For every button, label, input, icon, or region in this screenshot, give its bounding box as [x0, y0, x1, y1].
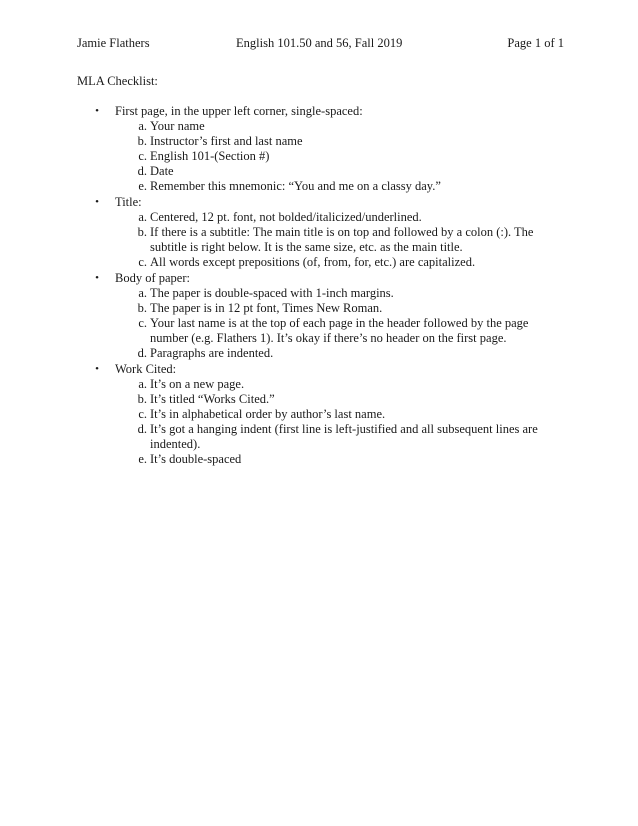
- list-item-text: Your name: [150, 119, 205, 133]
- list-item-text: The paper is double-spaced with 1-inch margins.: [150, 286, 394, 300]
- list-item-marker: a.: [138, 119, 147, 133]
- list-item: [115, 119, 547, 134]
- list-item: [115, 134, 547, 149]
- checklist: [77, 104, 547, 468]
- section-heading: Work Cited:: [115, 362, 177, 376]
- list-item: [115, 286, 547, 301]
- list-item: [115, 179, 547, 194]
- list-item-text: Paragraphs are indented.: [150, 346, 274, 360]
- section-item-list: [115, 119, 547, 194]
- list-item-text: Centered, 12 pt. font, not bolded/italicized/underlined.: [150, 210, 422, 224]
- list-item-text: It’s got a hanging indent (first line is left-justified and all subsequent lines are indented).: [150, 422, 538, 451]
- list-item-marker: e.: [138, 452, 147, 466]
- list-item-marker: a.: [138, 286, 147, 300]
- checklist-section: [77, 195, 547, 270]
- bullet-icon: •: [95, 196, 99, 208]
- bullet-icon: •: [95, 105, 99, 117]
- list-item-text: Remember this mnemonic: “You and me on a classy day.”: [150, 179, 441, 193]
- list-item-marker: d.: [137, 346, 147, 360]
- section-item-list: [115, 210, 547, 270]
- list-item: [115, 210, 547, 225]
- checklist-section: [77, 362, 547, 467]
- section-heading: Body of paper:: [115, 271, 190, 285]
- list-item: [115, 164, 547, 179]
- list-item: [115, 392, 547, 407]
- list-item-text: All words except prepositions (of, from, for, etc.) are capitalized.: [150, 255, 476, 269]
- list-item-text: If there is a subtitle: The main title is on top and followed by a colon (:). The subtitle is right below. It is the same size, etc. as the main title.: [150, 225, 534, 254]
- list-item: [115, 452, 547, 467]
- list-item-marker: a.: [138, 377, 147, 391]
- list-item-text: It’s in alphabetical order by author’s last name.: [150, 407, 386, 421]
- header-course: English 101.50 and 56, Fall 2019: [236, 36, 403, 50]
- header-page-number: Page 1 of 1: [507, 36, 564, 50]
- list-item: [115, 255, 547, 270]
- list-item-marker: b.: [137, 392, 147, 406]
- section-heading: Title:: [115, 195, 142, 209]
- document-title: MLA Checklist:: [77, 74, 158, 88]
- list-item-marker: a.: [138, 210, 147, 224]
- bullet-icon: •: [95, 272, 99, 284]
- list-item-marker: b.: [137, 134, 147, 148]
- section-item-list: [115, 286, 547, 361]
- checklist-section: [77, 271, 547, 361]
- list-item: [115, 377, 547, 392]
- bullet-icon: •: [95, 363, 99, 375]
- checklist-section: [77, 104, 547, 194]
- list-item-text: It’s double-spaced: [150, 452, 242, 466]
- section-item-list: [115, 377, 547, 467]
- list-item: [115, 316, 547, 346]
- list-item-text: The paper is in 12 pt font, Times New Roman.: [150, 301, 383, 315]
- list-item: [115, 346, 547, 361]
- list-item-text: Date: [150, 164, 174, 178]
- list-item-marker: b.: [137, 225, 147, 239]
- list-item-marker: c.: [138, 407, 147, 421]
- list-item-marker: d.: [137, 422, 147, 436]
- list-item: [115, 407, 547, 422]
- list-item: [115, 422, 547, 452]
- list-item-marker: b.: [137, 301, 147, 315]
- list-item-marker: c.: [138, 149, 147, 163]
- list-item: [115, 301, 547, 316]
- page-header: [77, 36, 564, 52]
- list-item-text: English 101-(Section #): [150, 149, 270, 163]
- list-item-marker: c.: [138, 316, 147, 330]
- list-item-marker: d.: [137, 164, 147, 178]
- list-item-text: Your last name is at the top of each page in the header followed by the page number (e.g. Flathers 1). It’s okay if there’s no header on the first page.: [150, 316, 529, 345]
- list-item-text: Instructor’s first and last name: [150, 134, 303, 148]
- list-item-marker: c.: [138, 255, 147, 269]
- list-item-marker: e.: [138, 179, 147, 193]
- list-item-text: It’s on a new page.: [150, 377, 245, 391]
- list-item-text: It’s titled “Works Cited.”: [150, 392, 275, 406]
- section-heading: First page, in the upper left corner, single-spaced:: [115, 104, 363, 118]
- header-author: Jamie Flathers: [77, 36, 150, 50]
- list-item: [115, 225, 547, 255]
- list-item: [115, 149, 547, 164]
